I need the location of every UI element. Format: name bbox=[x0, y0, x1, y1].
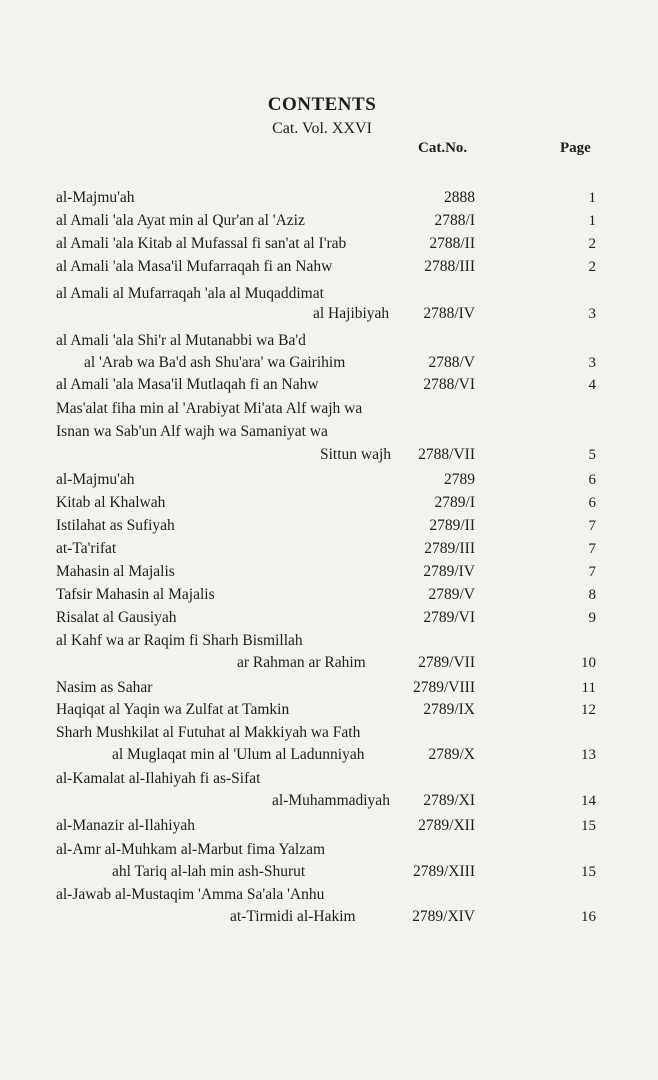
catalogue-number: 2789/X bbox=[428, 746, 475, 763]
entry-title-text: al 'Arab wa Ba'd ash Shu'ara' wa Gairihim bbox=[84, 354, 346, 371]
entry-title-text: al-Muhammadiyah bbox=[272, 792, 390, 809]
entry-title-text: Risalat al Gausiyah bbox=[56, 609, 177, 626]
entry-title-text: al Muglaqat min al 'Ulum al Ladunniyah bbox=[112, 746, 365, 763]
entry-line bbox=[0, 187, 658, 209]
entry-title-text: Tafsir Mahasin al Majalis bbox=[56, 586, 215, 603]
column-header-cat-no: Cat.No. bbox=[418, 140, 468, 156]
entry-title-text: Sittun wajh bbox=[320, 446, 392, 463]
entry-line bbox=[0, 584, 658, 606]
entry-line bbox=[0, 538, 658, 560]
entry-title-text: Haqiqat al Yaqin wa Zulfat at Tamkin bbox=[56, 701, 290, 718]
column-header-page: Page bbox=[560, 140, 591, 156]
catalogue-number: 2888 bbox=[444, 189, 475, 206]
entry-title-text: Kitab al Khalwah bbox=[56, 494, 166, 511]
volume-subtitle: Cat. Vol. XXVI bbox=[272, 120, 372, 137]
entry-title-text: al-Majmu'ah bbox=[56, 189, 135, 206]
catalogue-number: 2789/I bbox=[434, 494, 475, 511]
page-number: 6 bbox=[588, 495, 596, 511]
catalogue-number: 2789/XIV bbox=[412, 908, 475, 925]
catalogue-number: 2789/VI bbox=[423, 609, 475, 626]
entry-line bbox=[0, 303, 658, 325]
page-number: 2 bbox=[588, 259, 596, 275]
page-number: 15 bbox=[581, 864, 596, 880]
entry-line bbox=[0, 906, 658, 928]
entry-title-text: Isnan wa Sab'un Alf wajh wa Samaniyat wa bbox=[56, 423, 328, 440]
page-number: 14 bbox=[581, 793, 596, 809]
entry-title-text: Nasim as Sahar bbox=[56, 679, 153, 696]
entry-line bbox=[0, 283, 658, 305]
entry-line bbox=[0, 815, 658, 837]
page-number: 1 bbox=[588, 190, 596, 206]
page-number: 3 bbox=[588, 306, 596, 322]
entry-line bbox=[0, 630, 658, 652]
catalogue-number: 2788/IV bbox=[423, 305, 475, 322]
entry-line bbox=[0, 561, 658, 583]
page-number: 5 bbox=[588, 447, 596, 463]
catalogue-number: 2789 bbox=[444, 471, 475, 488]
entry-line bbox=[0, 677, 658, 699]
entry-title-text: al Hajibiyah bbox=[313, 305, 390, 322]
catalogue-number: 2788/II bbox=[429, 235, 475, 252]
catalogue-number: 2789/VIII bbox=[413, 679, 475, 696]
page-number: 3 bbox=[588, 355, 596, 371]
entry-line bbox=[0, 768, 658, 790]
entry-title-text: al-Jawab al-Mustaqim 'Amma Sa'ala 'Anhu bbox=[56, 886, 325, 903]
catalogue-number: 2788/V bbox=[428, 354, 475, 371]
entry-line bbox=[0, 699, 658, 721]
catalogue-number: 2789/XII bbox=[418, 817, 475, 834]
entry-line bbox=[0, 744, 658, 766]
catalogue-number: 2789/V bbox=[428, 586, 475, 603]
page-number: 11 bbox=[581, 680, 596, 696]
entry-title-text: Mahasin al Majalis bbox=[56, 563, 175, 580]
entry-line bbox=[0, 256, 658, 278]
entry-title-text: al-Majmu'ah bbox=[56, 471, 135, 488]
entry-line bbox=[0, 861, 658, 883]
catalogue-number: 2788/III bbox=[424, 258, 475, 275]
page-number: 7 bbox=[588, 541, 596, 557]
page-number: 10 bbox=[581, 655, 596, 671]
entry-line bbox=[0, 884, 658, 906]
entry-title-text: al Amali 'ala Masa'il Mutlaqah fi an Nahw bbox=[56, 376, 319, 393]
entry-title-text: ar Rahman ar Rahim bbox=[237, 654, 366, 671]
entry-title-text: al Amali 'ala Shi'r al Mutanabbi wa Ba'd bbox=[56, 332, 306, 349]
page-title: CONTENTS bbox=[267, 94, 377, 115]
catalogue-number: 2789/IV bbox=[423, 563, 475, 580]
entry-line bbox=[0, 421, 658, 443]
entry-title-text: al Amali 'ala Kitab al Mufassal fi san'at al I'rab bbox=[56, 235, 347, 252]
entry-line bbox=[0, 398, 658, 420]
entry-line bbox=[0, 374, 658, 396]
page-number: 7 bbox=[588, 518, 596, 534]
entry-line bbox=[0, 330, 658, 352]
catalogue-number: 2789/XI bbox=[423, 792, 475, 809]
entry-line bbox=[0, 790, 658, 812]
entry-title-text: Sharh Mushkilat al Futuhat al Makkiyah wa Fath bbox=[56, 724, 361, 741]
entry-line bbox=[0, 722, 658, 744]
entry-line bbox=[0, 469, 658, 491]
page-number: 16 bbox=[581, 909, 596, 925]
entry-line bbox=[0, 492, 658, 514]
catalogue-number: 2788/VI bbox=[423, 376, 475, 393]
catalogue-number: 2789/XIII bbox=[413, 863, 475, 880]
catalogue-number: 2788/VII bbox=[418, 446, 475, 463]
entry-line bbox=[0, 607, 658, 629]
entry-title-text: al-Amr al-Muhkam al-Marbut fima Yalzam bbox=[56, 841, 326, 858]
catalogue-number: 2788/I bbox=[434, 212, 475, 229]
page-number: 12 bbox=[581, 702, 596, 718]
entry-line bbox=[0, 233, 658, 255]
page-number: 2 bbox=[588, 236, 596, 252]
entry-title-text: Mas'alat fiha min al 'Arabiyat Mi'ata Alf wajh wa bbox=[56, 400, 363, 417]
catalogue-number: 2789/VII bbox=[418, 654, 475, 671]
catalogue-number: 2789/III bbox=[424, 540, 475, 557]
entry-line bbox=[0, 210, 658, 232]
page-number: 15 bbox=[581, 818, 596, 834]
entry-line bbox=[0, 352, 658, 374]
page-number: 13 bbox=[581, 747, 596, 763]
catalogue-number: 2789/II bbox=[429, 517, 475, 534]
page-number: 7 bbox=[588, 564, 596, 580]
entry-title-text: al Amali 'ala Masa'il Mufarraqah fi an Nahw bbox=[56, 258, 333, 275]
entry-title-text: at-Ta'rifat bbox=[56, 540, 117, 557]
page-number: 8 bbox=[588, 587, 596, 603]
page-number: 9 bbox=[588, 610, 596, 626]
page-number: 4 bbox=[588, 377, 596, 393]
entry-title-text: al Amali al Mufarraqah 'ala al Muqaddimat bbox=[56, 285, 324, 302]
entry-title-text: at-Tirmidi al-Hakim bbox=[230, 908, 356, 925]
entry-line bbox=[0, 515, 658, 537]
entry-title-text: ahl Tariq al-lah min ash-Shurut bbox=[112, 863, 306, 880]
entry-line bbox=[0, 444, 658, 466]
entry-title-text: al Amali 'ala Ayat min al Qur'an al 'Aziz bbox=[56, 212, 305, 229]
entry-title-text: Istilahat as Sufiyah bbox=[56, 517, 175, 534]
entry-title-text: al Kahf wa ar Raqim fi Sharh Bismillah bbox=[56, 632, 303, 649]
entry-line bbox=[0, 652, 658, 674]
catalogue-number: 2789/IX bbox=[423, 701, 475, 718]
page-number: 6 bbox=[588, 472, 596, 488]
entry-title-text: al-Manazir al-Ilahiyah bbox=[56, 817, 195, 834]
entry-title-text: al-Kamalat al-Ilahiyah fi as-Sifat bbox=[56, 770, 261, 787]
entry-line bbox=[0, 839, 658, 861]
page-number: 1 bbox=[588, 213, 596, 229]
